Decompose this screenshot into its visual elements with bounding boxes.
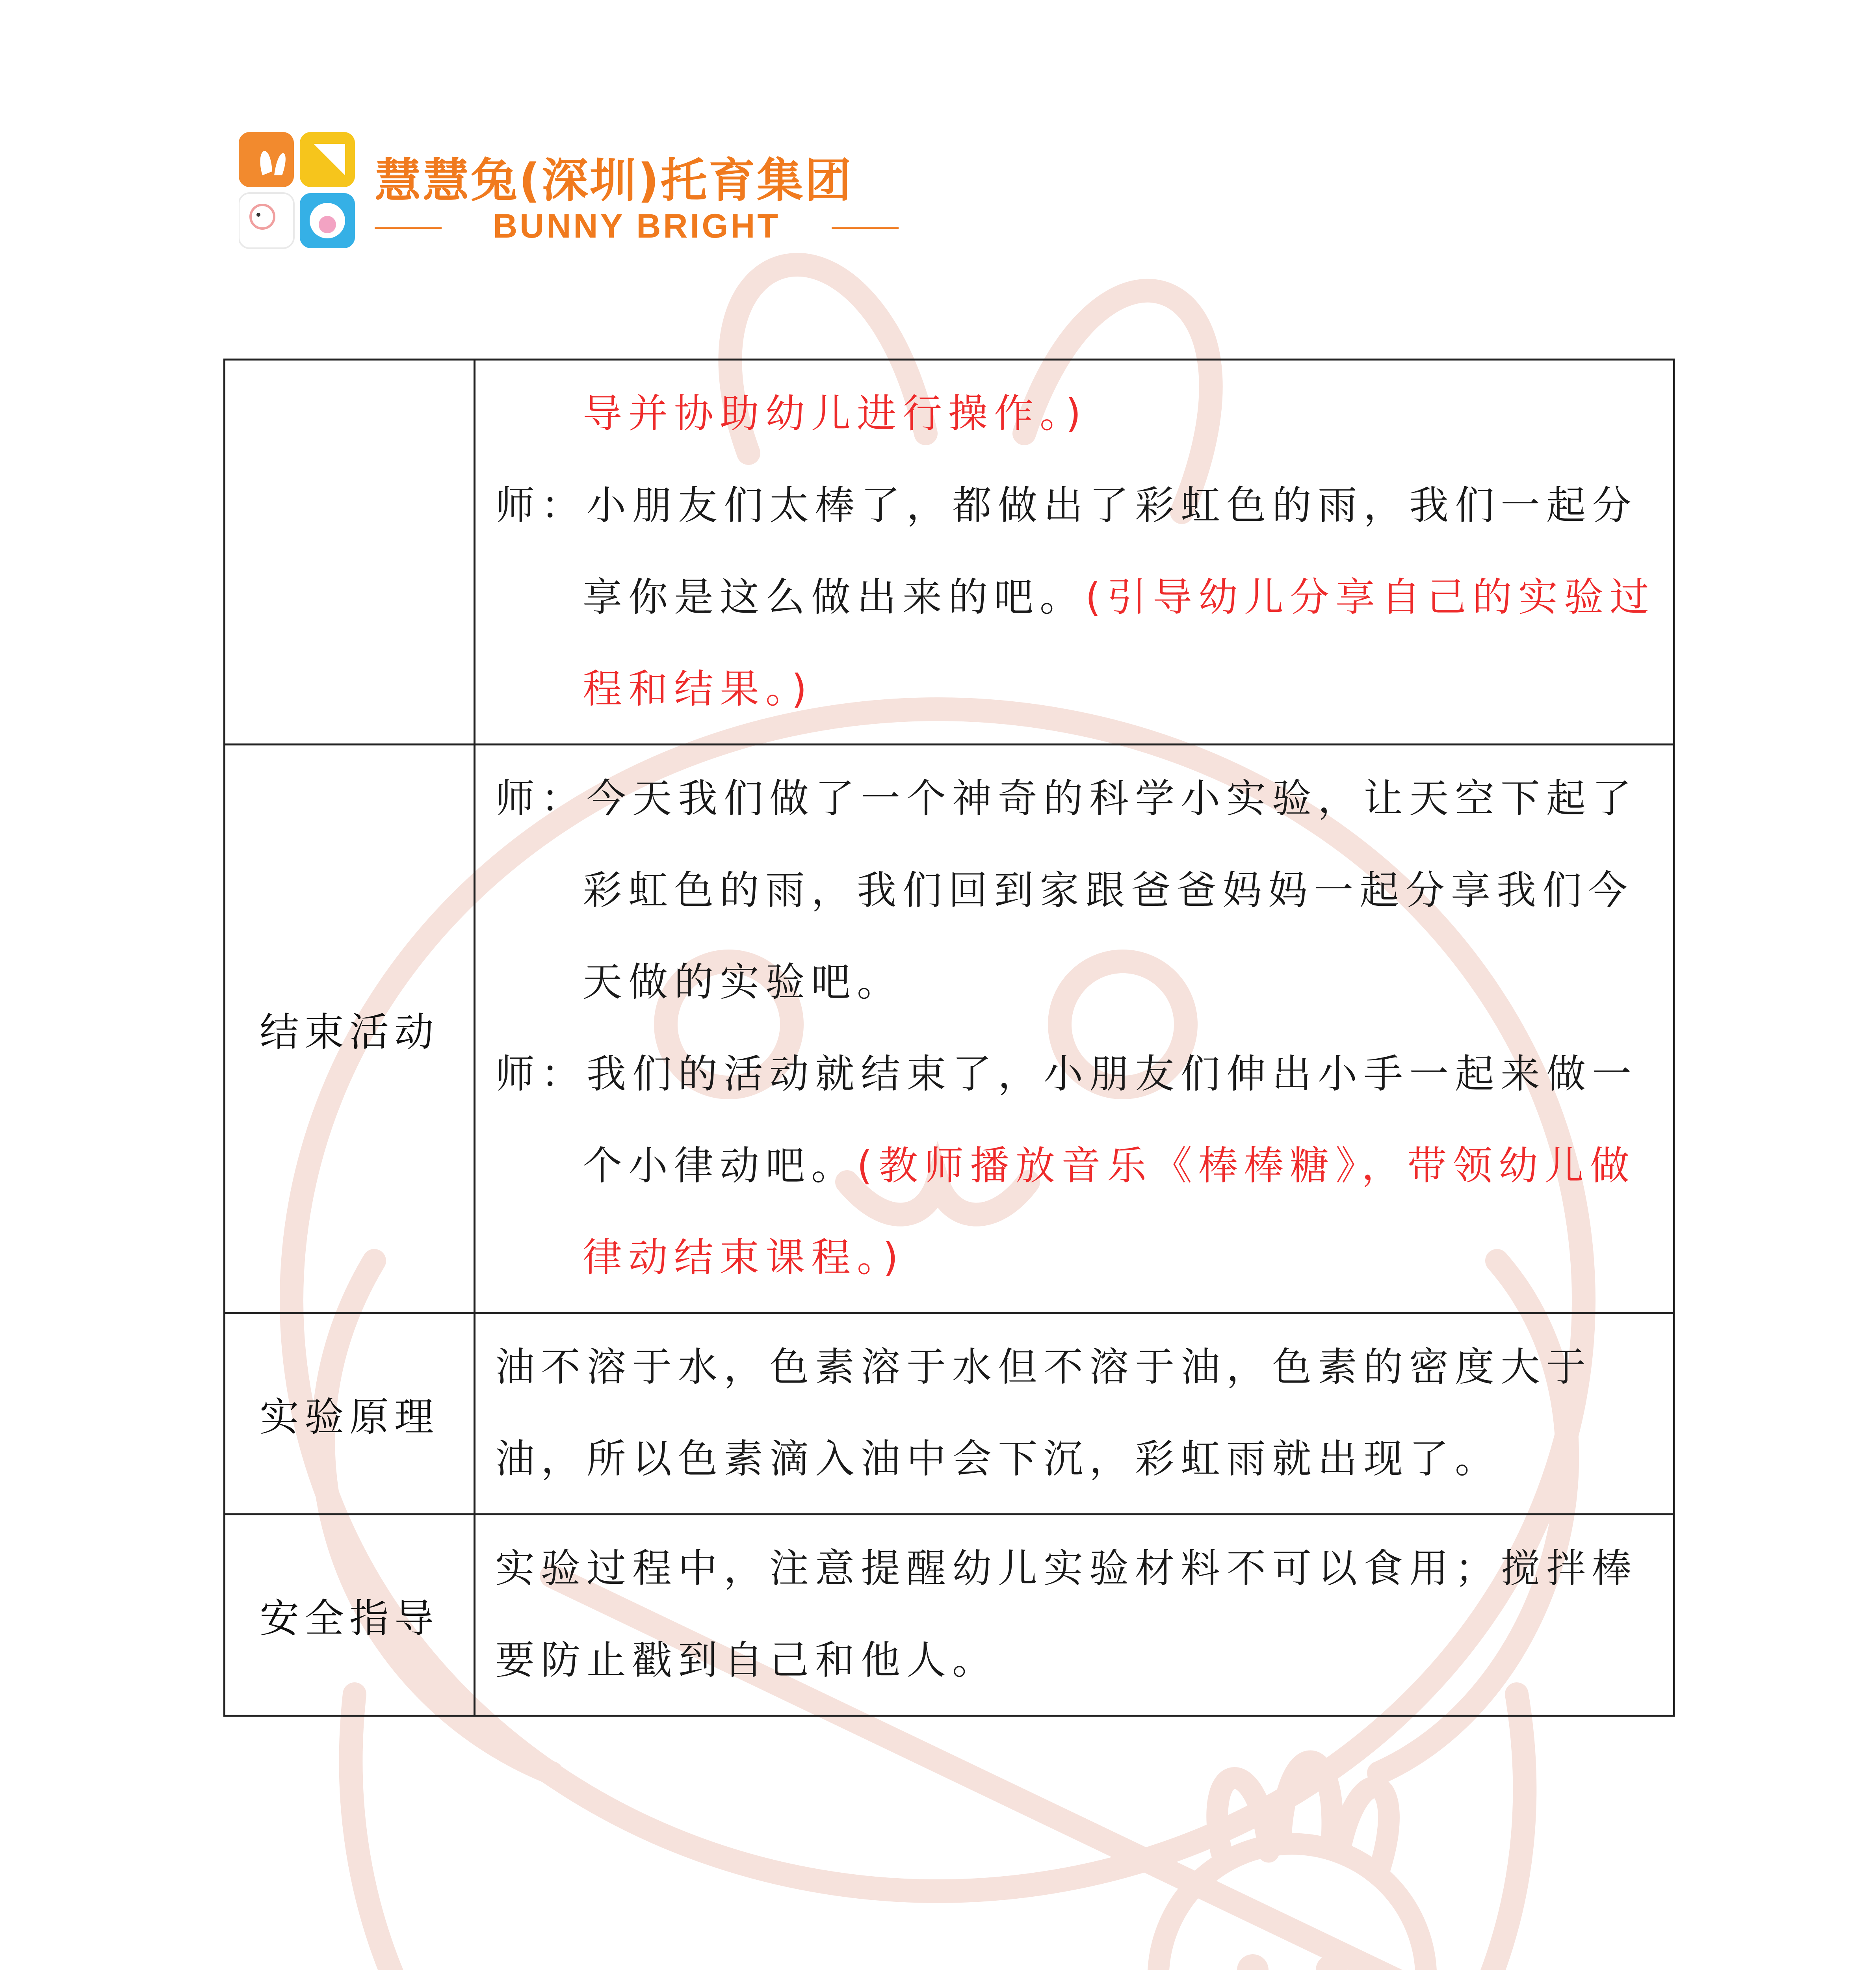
table-row-principle: [225, 1313, 1674, 1515]
table-row-safety: [225, 1515, 1674, 1716]
paragraph: [495, 753, 1657, 1028]
row-content: [475, 1313, 1674, 1515]
annotation-text: 导并协助幼儿进行操作。): [583, 390, 1088, 437]
table-row-continued: [225, 360, 1674, 745]
row-label: 结束活动: [225, 745, 475, 1313]
speaker-label: 师：: [495, 775, 587, 821]
annotation-text: (引导幼儿分享自己的实验过程和结果。): [583, 574, 1656, 712]
paragraph: [495, 368, 1657, 459]
row-content: [475, 1515, 1674, 1716]
brand-name-chinese: 慧慧兔(深圳)托育集团: [375, 153, 853, 208]
row-label: 实验原理: [225, 1313, 475, 1515]
divider-line: [375, 227, 442, 229]
lesson-plan-table: [223, 359, 1675, 1717]
speaker-label: 师：: [495, 1051, 587, 1097]
dialogue-text: 我们的活动就结束了，小朋友们伸出小手一起来做一个小律动吧。: [583, 1051, 1638, 1189]
divider-line: [832, 227, 899, 229]
row-label: 安全指导: [225, 1515, 475, 1716]
brand-tagline-row: [375, 207, 899, 250]
speaker-label: 师：: [495, 482, 587, 528]
header-logo: [239, 132, 908, 262]
dialogue-text: 今天我们做了一个神奇的科学小实验，让天空下起了彩虹色的雨，我们回到家跟爸爸妈妈一起分享我们今天做的实验吧。: [583, 775, 1638, 1005]
row-content: [475, 745, 1674, 1313]
paragraph: 油不溶于水，色素溶于水但不溶于油，色素的密度大于油，所以色素滴入油中会下沉，彩虹雨就出现了。: [495, 1344, 1592, 1482]
annotation-text: (教师播放音乐《棒棒糖》，带领幼儿做律动结束课程。): [583, 1143, 1636, 1280]
table-row-ending: [225, 745, 1674, 1313]
brand-name-english: BUNNY BRIGHT: [493, 207, 780, 245]
row-label: [225, 360, 475, 745]
paragraph: 实验过程中，注意提醒幼儿实验材料不可以食用；搅拌棒要防止戳到自己和他人。: [495, 1545, 1638, 1683]
bunny-bright-logo-icon: [239, 132, 357, 250]
row-content: [475, 360, 1674, 745]
dialogue-text: 小朋友们太棒了，都做出了彩虹色的雨，我们一起分享你是这么做出来的吧。: [583, 482, 1638, 620]
paragraph: [495, 459, 1657, 735]
paragraph: [495, 1028, 1657, 1303]
